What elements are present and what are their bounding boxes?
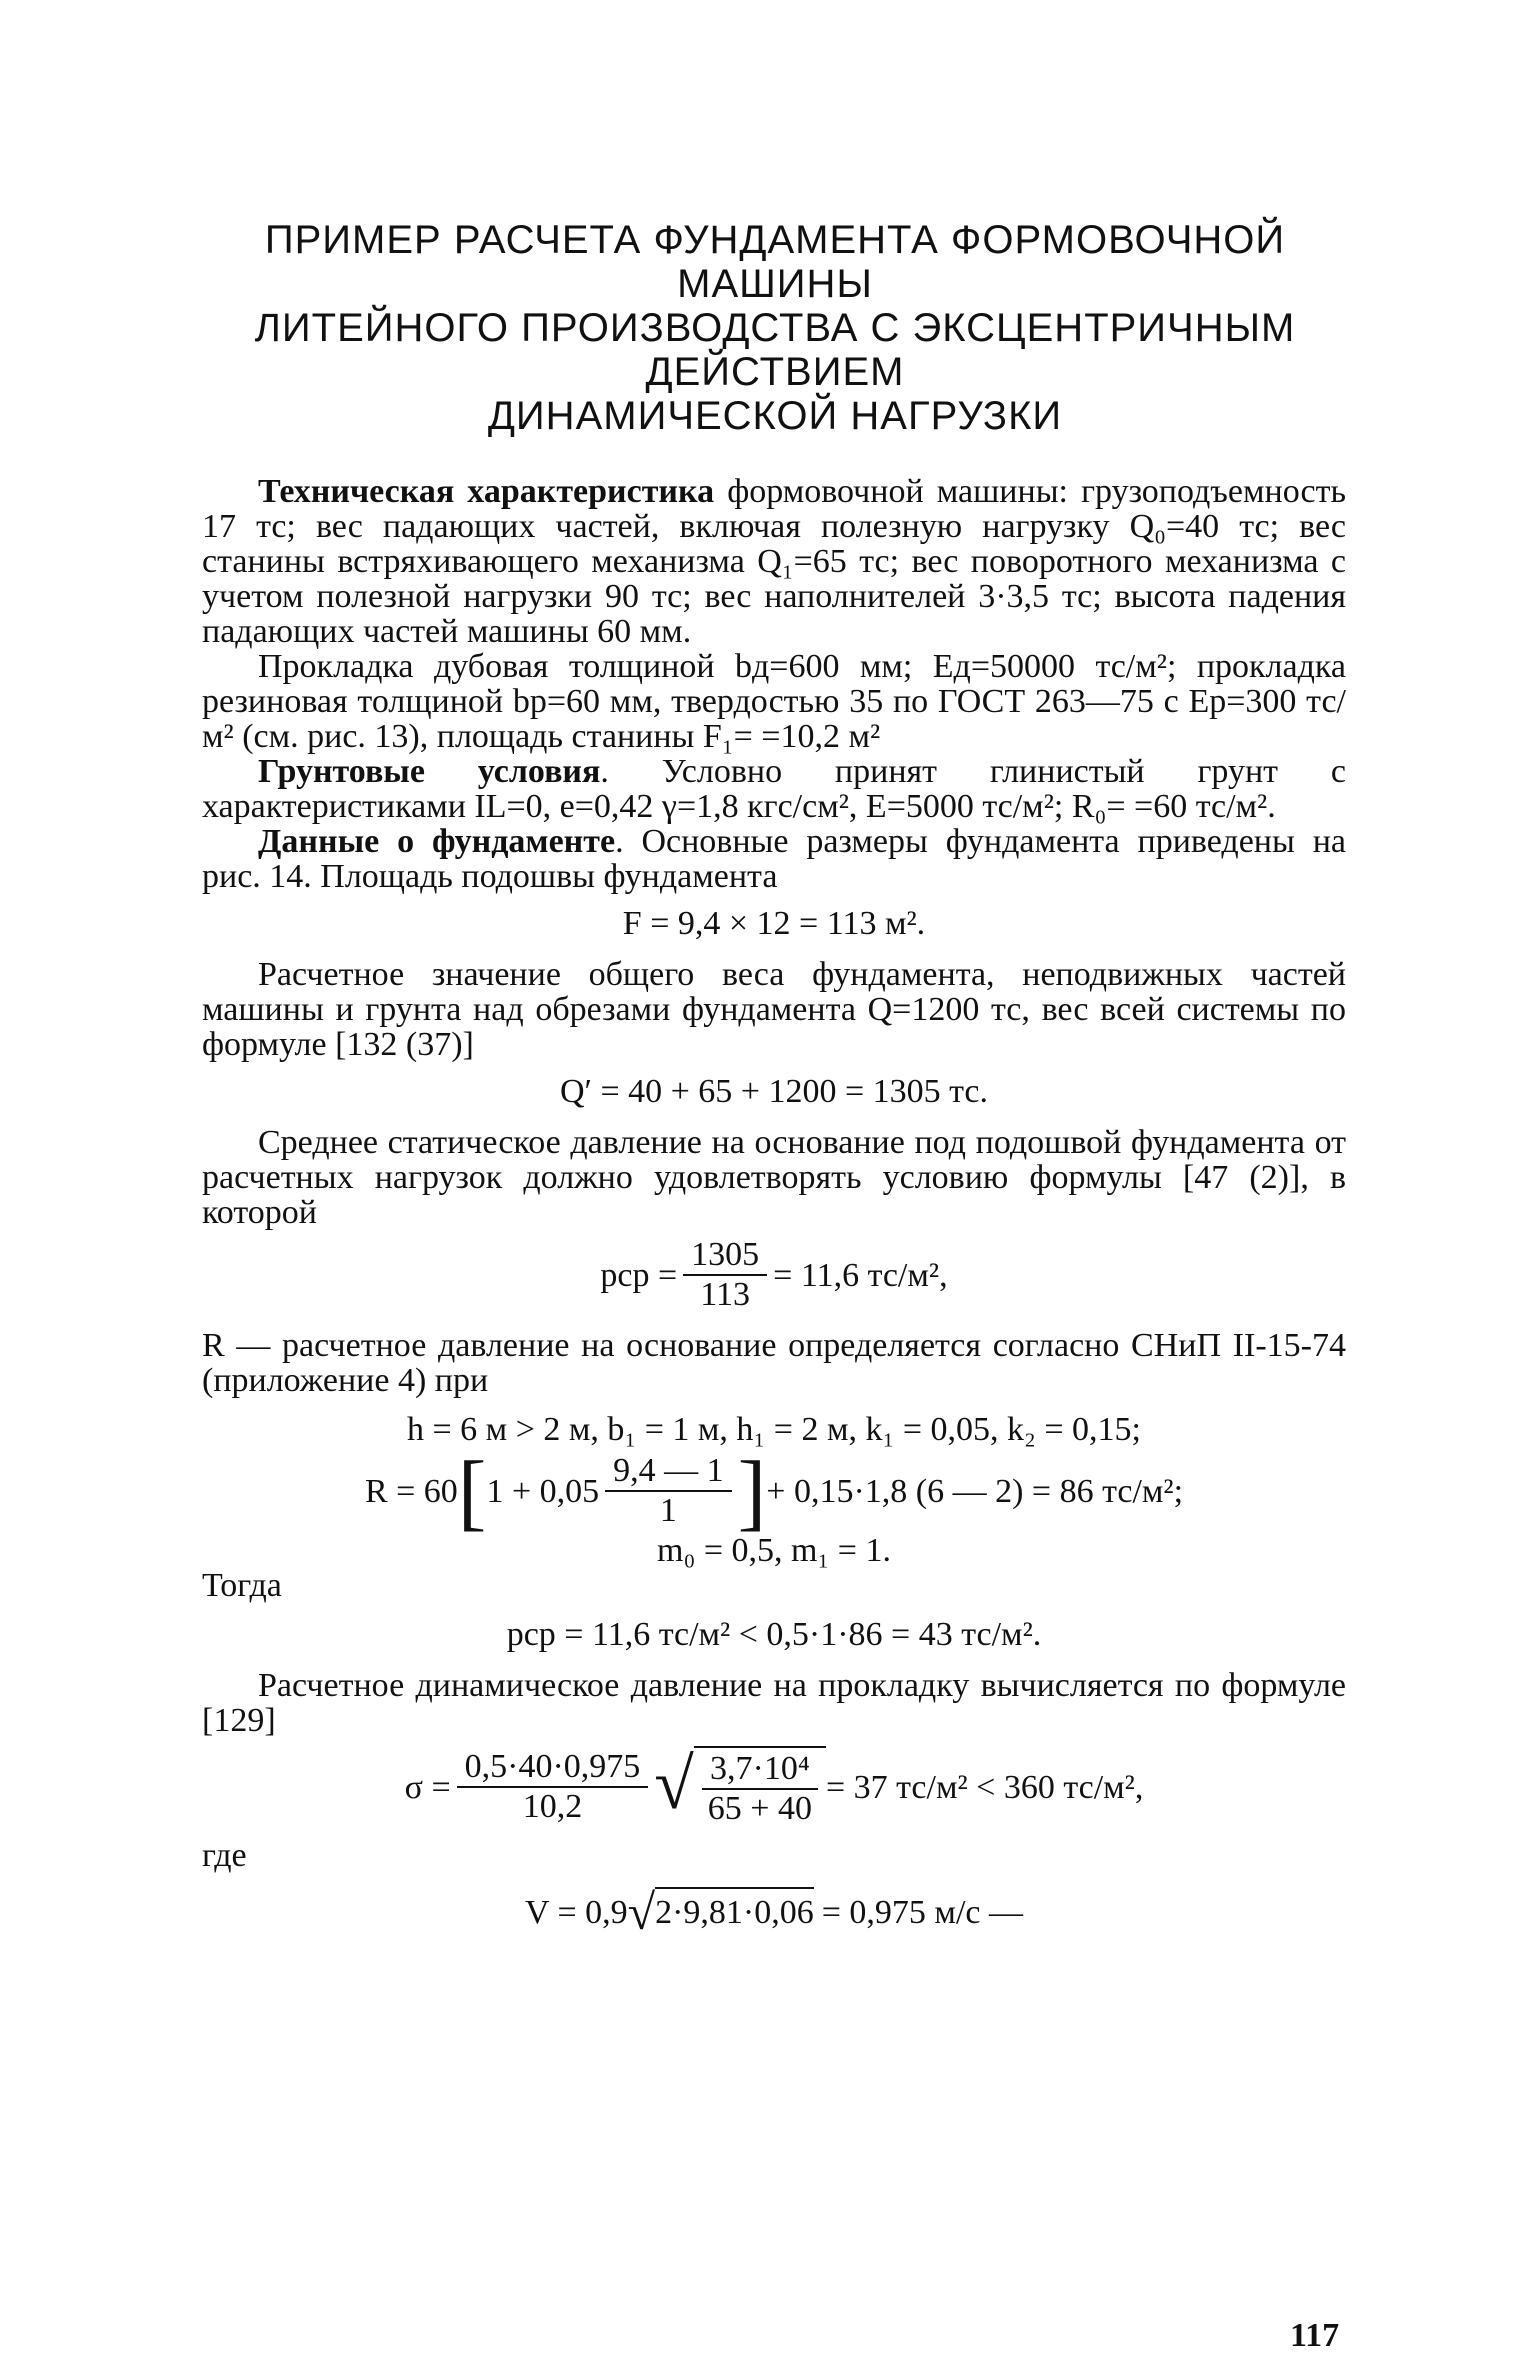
fraction-denominator: 10,2 bbox=[522, 1788, 583, 1825]
fraction bbox=[700, 1750, 820, 1828]
formula-inner: 1 + 0,05 bbox=[486, 1472, 600, 1510]
radicand bbox=[694, 1746, 826, 1828]
page-number: 117 bbox=[1290, 2317, 1340, 2354]
fraction-numerator: 9,4 — 1 bbox=[605, 1452, 732, 1492]
fraction-denominator: 1 bbox=[659, 1492, 677, 1529]
formula-pcp-check: pср = 11,6 тс/м² < 0,5·1·86 = 43 тс/м². bbox=[506, 1616, 1042, 1653]
formula-lhs: σ = bbox=[404, 1768, 451, 1806]
formula-params: h = 6 м > 2 м, b₁ = 1 м, h₁ = 2 м, k₁ = 0,05, k₂ = 0,15; bbox=[407, 1411, 1141, 1448]
radicand: 2·9,81·0,06 bbox=[655, 1887, 814, 1937]
fraction-numerator: 1305 bbox=[683, 1236, 767, 1276]
dynamic-pressure-paragraph: Расчетное динамическое давление на прокладку вычисляется по формуле [129] bbox=[202, 1667, 1346, 1739]
fraction-denominator: 113 bbox=[700, 1276, 751, 1313]
title-line: ЛИТЕЙНОГО ПРОИЗВОДСТВА С ЭКСЦЕНТРИЧНЫМ bbox=[254, 306, 1296, 350]
left-bracket-icon: [ bbox=[457, 1443, 487, 1539]
formula-sigma bbox=[202, 1746, 1346, 1828]
weight-paragraph: Расчетное значение общего веса фундамента, неподвижных частей машины и грунта над обрезами фундамента Q=1200 тс, вес всей системы по формуле [132 (37)] bbox=[202, 956, 1346, 1063]
foundation-paragraph bbox=[202, 824, 1346, 894]
static-pressure-paragraph: Среднее статическое давление на основание под подошвой фундамента от расчетных нагрузок должно удовлетворять условию формулы [47 (2)], в которой bbox=[202, 1124, 1346, 1231]
gasket-paragraph: Прокладка дубовая толщиной bд=600 мм; Eд=50000 тс/м²; прокладка резиновая толщиной bр=60 мм, твердостью 35 по ГОСТ 263—75 с Eр=300 тс/м² (см. рис. 13), площадь станины F₁= =10,2 м² bbox=[202, 648, 1346, 755]
page-title bbox=[190, 218, 1360, 438]
formula-rhs: + 0,15·1,8 (6 — 2) = 86 тс/м²; bbox=[766, 1472, 1184, 1510]
right-bracket-icon: ] bbox=[737, 1443, 767, 1539]
formula-rhs: = 0,975 м/с — bbox=[821, 1893, 1023, 1931]
r-definition-paragraph: R — расчетное давление на основание определяется согласно СНиП II-15-74 (приложение 4) при bbox=[202, 1327, 1346, 1399]
square-root bbox=[654, 1746, 826, 1828]
then-label: Тогда bbox=[202, 1567, 282, 1604]
soil-paragraph bbox=[202, 754, 1346, 824]
paragraph-text: формовочной машины: грузоподъемность 17 тс; вес падающих частей, включая полезную нагрузку Q₀=40 тс; вес станины встряхивающего механизма Q₁=65 тс; вес поворотного механизма с учетом полезной нагрузки 90 тс; вес наполнителей 3·3,5 тс; высота падения падающих частей машины 60 мм. bbox=[202, 473, 1346, 650]
formula-area: F = 9,4 × 12 = 113 м². bbox=[622, 905, 926, 942]
fraction bbox=[683, 1236, 767, 1314]
body-text bbox=[202, 473, 1346, 1940]
where-label: где bbox=[202, 1837, 247, 1874]
fraction-numerator: 0,5·40·0,975 bbox=[457, 1748, 649, 1788]
formula-pcp bbox=[202, 1236, 1346, 1314]
fraction-denominator: 65 + 40 bbox=[707, 1790, 812, 1827]
paragraph-text: . Основные размеры фундамента приведены на рис. 14. Площадь подошвы фундамента bbox=[202, 823, 1346, 895]
title-line: ДЕЙСТВИЕМ bbox=[645, 350, 905, 394]
title-line: ПРИМЕР РАСЧЕТА ФУНДАМЕНТА ФОРМОВОЧНОЙ bbox=[264, 218, 1286, 262]
formula-rhs: = 37 тс/м² < 360 тс/м², bbox=[825, 1768, 1144, 1806]
section-heading: Грунтовые условия bbox=[258, 753, 601, 790]
formula-R bbox=[202, 1443, 1346, 1539]
section-heading: Данные о фундаменте bbox=[258, 823, 616, 860]
fraction-numerator: 3,7·10⁴ bbox=[702, 1750, 818, 1790]
title-line: МАШИНЫ bbox=[677, 262, 873, 306]
paragraph-text: . Условно принят глинистый грунт с характеристиками IL=0, e=0,42 γ=1,8 кгс/см², E=5000 тс/м²; R₀= =60 тс/м². bbox=[202, 753, 1346, 825]
fraction bbox=[605, 1452, 732, 1530]
formula-lhs: R = 60 bbox=[364, 1472, 458, 1510]
formula-lhs: V = 0,9 bbox=[525, 1893, 628, 1931]
formula-velocity bbox=[202, 1884, 1346, 1940]
formula-total-weight: Q′ = 40 + 65 + 1200 = 1305 тс. bbox=[559, 1073, 989, 1110]
square-root bbox=[627, 1884, 814, 1940]
section-heading: Техническая характеристика bbox=[258, 473, 715, 510]
technical-spec-paragraph bbox=[202, 474, 1346, 649]
formula-rhs: = 11,6 тс/м², bbox=[773, 1256, 948, 1294]
fraction bbox=[457, 1748, 649, 1826]
radical-icon: √ bbox=[627, 1884, 656, 1940]
formula-m: m₀ = 0,5, m₁ = 1. bbox=[657, 1532, 891, 1569]
formula-lhs: pср = bbox=[600, 1256, 678, 1294]
radical-icon: √ bbox=[654, 1744, 694, 1824]
title-line: ДИНАМИЧЕСКОЙ НАГРУЗКИ bbox=[487, 394, 1063, 438]
